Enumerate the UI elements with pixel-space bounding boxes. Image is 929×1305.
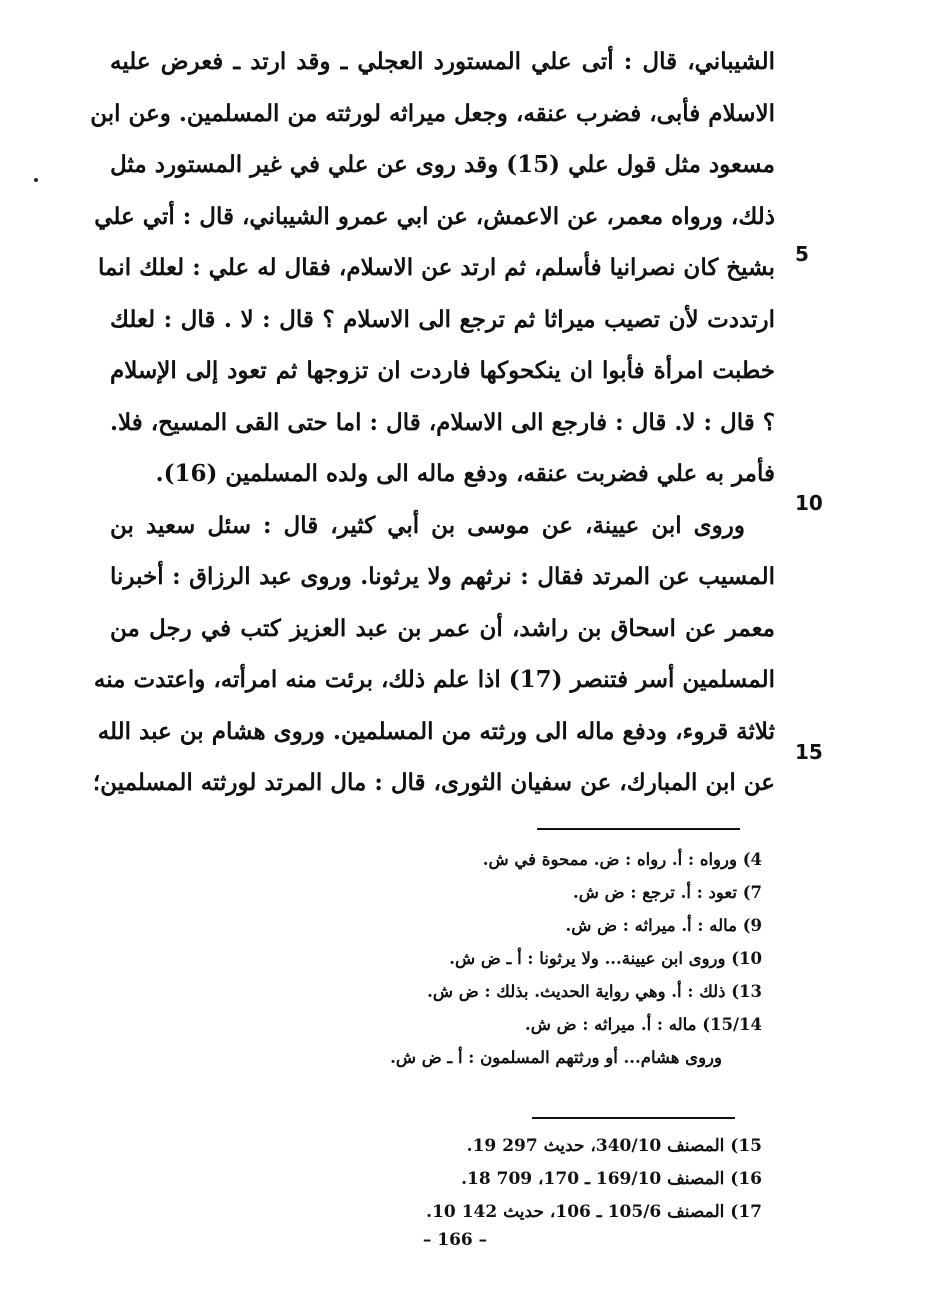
text-line-15: عن ابن المبارك، عن سفيان الثورى، قال : مال المرتد لورثته المسلمين؛ <box>92 769 775 796</box>
text-line-2: الاسلام فأبى، فضرب عنقه، وجعل ميراثه لورثته من المسلمين. وعن ابن <box>90 99 775 127</box>
text-line-14: ثلاثة قروء، ودفع ماله الى ورثته من المسلمين. وروى هشام بن عبد الله <box>97 717 775 745</box>
text-line-7: خطبت امرأة فأبوا ان ينكحوكها فاردت ان تزوجها ثم تعود إلى الإسلام <box>110 357 775 384</box>
scan-speck <box>34 178 38 182</box>
variant-note: 13) ذلك : أ. وهي رواية الحديث. بذلك : ض ش. <box>427 982 762 1001</box>
source-note: 17) المصنف 105/6 ـ 106، حديث 142 10. <box>426 1202 762 1222</box>
text-line-5: بشيخ كان نصرانيا فأسلم، ثم ارتد عن الاسلام، فقال له علي : لعلك انما <box>97 254 775 281</box>
text-line-3: مسعود مثل قول علي (15) وقد روى عن علي في غير المستورد مثل <box>110 151 775 178</box>
footnote-divider-sources <box>532 1117 735 1119</box>
source-note: 15) المصنف 340/10، حديث 297 19. <box>466 1136 762 1156</box>
text-line-4: ذلك، ورواه معمر، عن الاعمش، عن ابي عمرو الشيباني، قال : أتي علي <box>94 202 775 230</box>
text-line-9: فأمر به علي فضربت عنقه، ودفع ماله الى ولده المسلمين (16). <box>155 460 775 487</box>
variant-notes <box>340 843 762 1074</box>
variant-note: 4) ورواه : أ. رواه : ض. ممحوة في ش. <box>482 850 762 869</box>
line-number-15: 15 <box>795 740 823 764</box>
line-number-5: 5 <box>795 242 809 266</box>
footnote-divider-variants <box>537 828 740 830</box>
source-note: 16) المصنف 169/10 ـ 170، 709 18. <box>461 1169 762 1189</box>
text-line-6: ارتددت لأن تصيب ميراثا ثم ترجع الى الاسلام ؟ قال : لا . قال : لعلك <box>110 305 775 333</box>
source-notes <box>340 1130 762 1229</box>
page-number: – 166 – <box>422 1230 488 1250</box>
line-number-10: 10 <box>795 491 823 515</box>
text-line-8: ؟ قال : لا. قال : فارجع الى الاسلام، قال : اما حتى القى المسيح، فلا. <box>110 408 775 436</box>
variant-note: 15/14) ماله : أ. ميراثه : ض ش. <box>525 1015 762 1034</box>
variant-note: وروى هشام... أو ورثتهم المسلمون : أ ـ ض ش. <box>390 1048 722 1067</box>
variant-note: 7) تعود : أ. ترجع : ض ش. <box>573 883 762 902</box>
text-line-13: المسلمين أسر فتنصر (17) اذا علم ذلك، برئت منه امرأته، واعتدت منه <box>93 666 775 693</box>
main-text-block <box>90 36 775 809</box>
variant-note: 9) ماله : أ. ميراثه : ض ش. <box>565 916 762 935</box>
text-line-1: الشيباني، قال : أتى علي المستورد العجلي ـ وقد ارتد ـ فعرض عليه <box>110 48 775 75</box>
text-line-10: وروى ابن عيينة، عن موسى بن أبي كثير، قال : سئل سعيد بن <box>110 511 745 539</box>
text-line-11: المسيب عن المرتد فقال : نرثهم ولا يرثونا. وروى عبد الرزاق : أخبرنا <box>110 563 775 590</box>
variant-note: 10) وروى ابن عيينة... ولا يرثونا : أ ـ ض ش. <box>449 949 762 968</box>
text-line-12: معمر عن اسحاق بن راشد، أن عمر بن عبد العزيز كتب في رجل من <box>110 614 775 642</box>
